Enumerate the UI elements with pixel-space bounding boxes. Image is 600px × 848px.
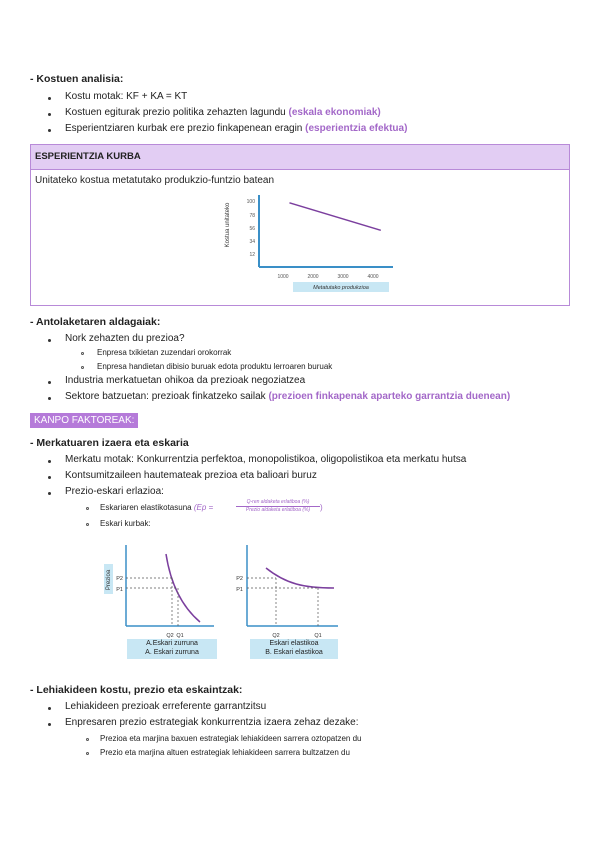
list-item: Kostu motak: KF + KA = KT xyxy=(65,91,188,102)
sub-bullet xyxy=(81,352,84,355)
bullet xyxy=(48,381,51,384)
section-heading-merkatua: - Merkatuaren izaera eta eskaria xyxy=(30,437,189,449)
p1-label: P1 xyxy=(116,587,123,593)
list-item: Nork zehazten du prezioa? xyxy=(65,333,185,344)
y-tick: 34 xyxy=(249,239,255,245)
list-item: Kontsumitzaileen hautemateak prezioa eta balioari buruz xyxy=(65,470,317,481)
bullet xyxy=(48,113,51,116)
sub-item: Enpresa handietan dibisio buruak edota produktu lerroaren buruak xyxy=(97,362,333,371)
bullet xyxy=(48,492,51,495)
list-item: Kostuen egiturak prezio politika zehazten lagundu (eskala ekonomiak) xyxy=(65,107,381,118)
y-axis-label: Prezioa xyxy=(106,569,112,591)
x-tick: 4000 xyxy=(367,274,379,280)
esperientzia-subtitle: Unitateko kostua metatutako produkzio-funtzio batean xyxy=(35,175,275,186)
p2-label: P2 xyxy=(236,576,243,582)
bullet xyxy=(48,397,51,400)
kanpo-faktoreak-label: KANPO FAKTOREAK: xyxy=(30,413,138,428)
sub-bullet xyxy=(86,752,89,755)
sub-bullet xyxy=(81,366,84,369)
q1-label: Q1 xyxy=(314,633,322,639)
sub-bullet xyxy=(86,738,89,741)
elasticity-fraction: Q-ren aldaketa erlatiboa (%) Prezio aldaketa erlatiboa (%) xyxy=(236,499,320,514)
sub-bullet xyxy=(86,523,89,526)
caption-rigid: A.Eskari zurruna A. Eskari zurruna xyxy=(127,639,217,659)
q1-label: Q1 xyxy=(176,633,184,639)
caption-elastic: Eskari elastikoa B. Eskari elastikoa xyxy=(250,639,338,659)
q2-label: Q2 xyxy=(272,633,280,639)
p2-label: P2 xyxy=(116,576,123,582)
section-heading-lehiakideen: - Lehiakideen kostu, prezio eta eskaintzak: xyxy=(30,684,243,696)
x-tick: 3000 xyxy=(337,274,349,280)
sub-item-elastikotasuna: Eskariaren elastikotasuna (Ep = xyxy=(100,503,214,512)
sub-item: Enpresa txikietan zuzendari orokorrak xyxy=(97,348,232,357)
list-item: Esperientziaren kurbak ere prezio finkapenean eragin (esperientzia efektua) xyxy=(65,123,408,134)
esperientzia-box xyxy=(30,144,570,306)
bullet xyxy=(48,129,51,132)
y-axis-label: Kostua unitateko xyxy=(225,202,231,248)
section-heading-antolaketa: - Antolaketaren aldagaiak: xyxy=(30,316,161,328)
sub-item: Eskari kurbak: xyxy=(100,519,151,528)
esperientzia-title: ESPERIENTZIA KURBA xyxy=(31,145,569,170)
y-tick: 78 xyxy=(249,213,255,219)
sub-bullet xyxy=(86,507,89,510)
bullet xyxy=(48,476,51,479)
experience-curve xyxy=(289,203,380,230)
list-item: Sektore batzuetan: prezioak finkatzeko sailak (prezioen finkapenak aparteko garrantzia duenean) xyxy=(65,391,511,402)
bullet xyxy=(48,707,51,710)
bullet xyxy=(48,460,51,463)
sub-item: Prezioa eta marjina baxuen estrategiak lehiakideen sarrera oztopatzen du xyxy=(100,734,362,743)
bullet xyxy=(48,339,51,342)
y-tick: 100 xyxy=(246,199,255,205)
list-item: Lehiakideen prezioak erreferente garrantzitsu xyxy=(65,701,267,712)
list-item: Industria merkatuetan ohikoa da prezioak negoziatzea xyxy=(65,375,306,386)
p1-label: P1 xyxy=(236,587,243,593)
x-tick: 2000 xyxy=(307,274,319,280)
sub-item: Prezio eta marjina altuen estrategiak lehiakideen sarrera bultzatzen du xyxy=(100,748,350,757)
list-item: Prezio-eskari erlazioa: xyxy=(65,486,164,497)
esperientzia-chart xyxy=(221,187,411,299)
list-item: Enpresaren prezio estrategiak konkurrentzia izaera zehaz dezake: xyxy=(65,717,359,728)
bullet xyxy=(48,723,51,726)
list-item: Merkatu motak: Konkurrentzia perfektoa, monopolistikoa, oligopolistikoa eta merkatu hutsa xyxy=(65,454,467,465)
x-tick: 1000 xyxy=(277,274,289,280)
paren-close: ) xyxy=(320,503,323,512)
q2-label: Q2 xyxy=(166,633,174,639)
x-axis-label: Metatutako produkzioa xyxy=(313,285,369,291)
bullet xyxy=(48,97,51,100)
y-tick: 12 xyxy=(249,252,255,258)
section-heading-kostuen: - Kostuen analisia: xyxy=(30,73,124,85)
y-tick: 56 xyxy=(249,226,255,232)
